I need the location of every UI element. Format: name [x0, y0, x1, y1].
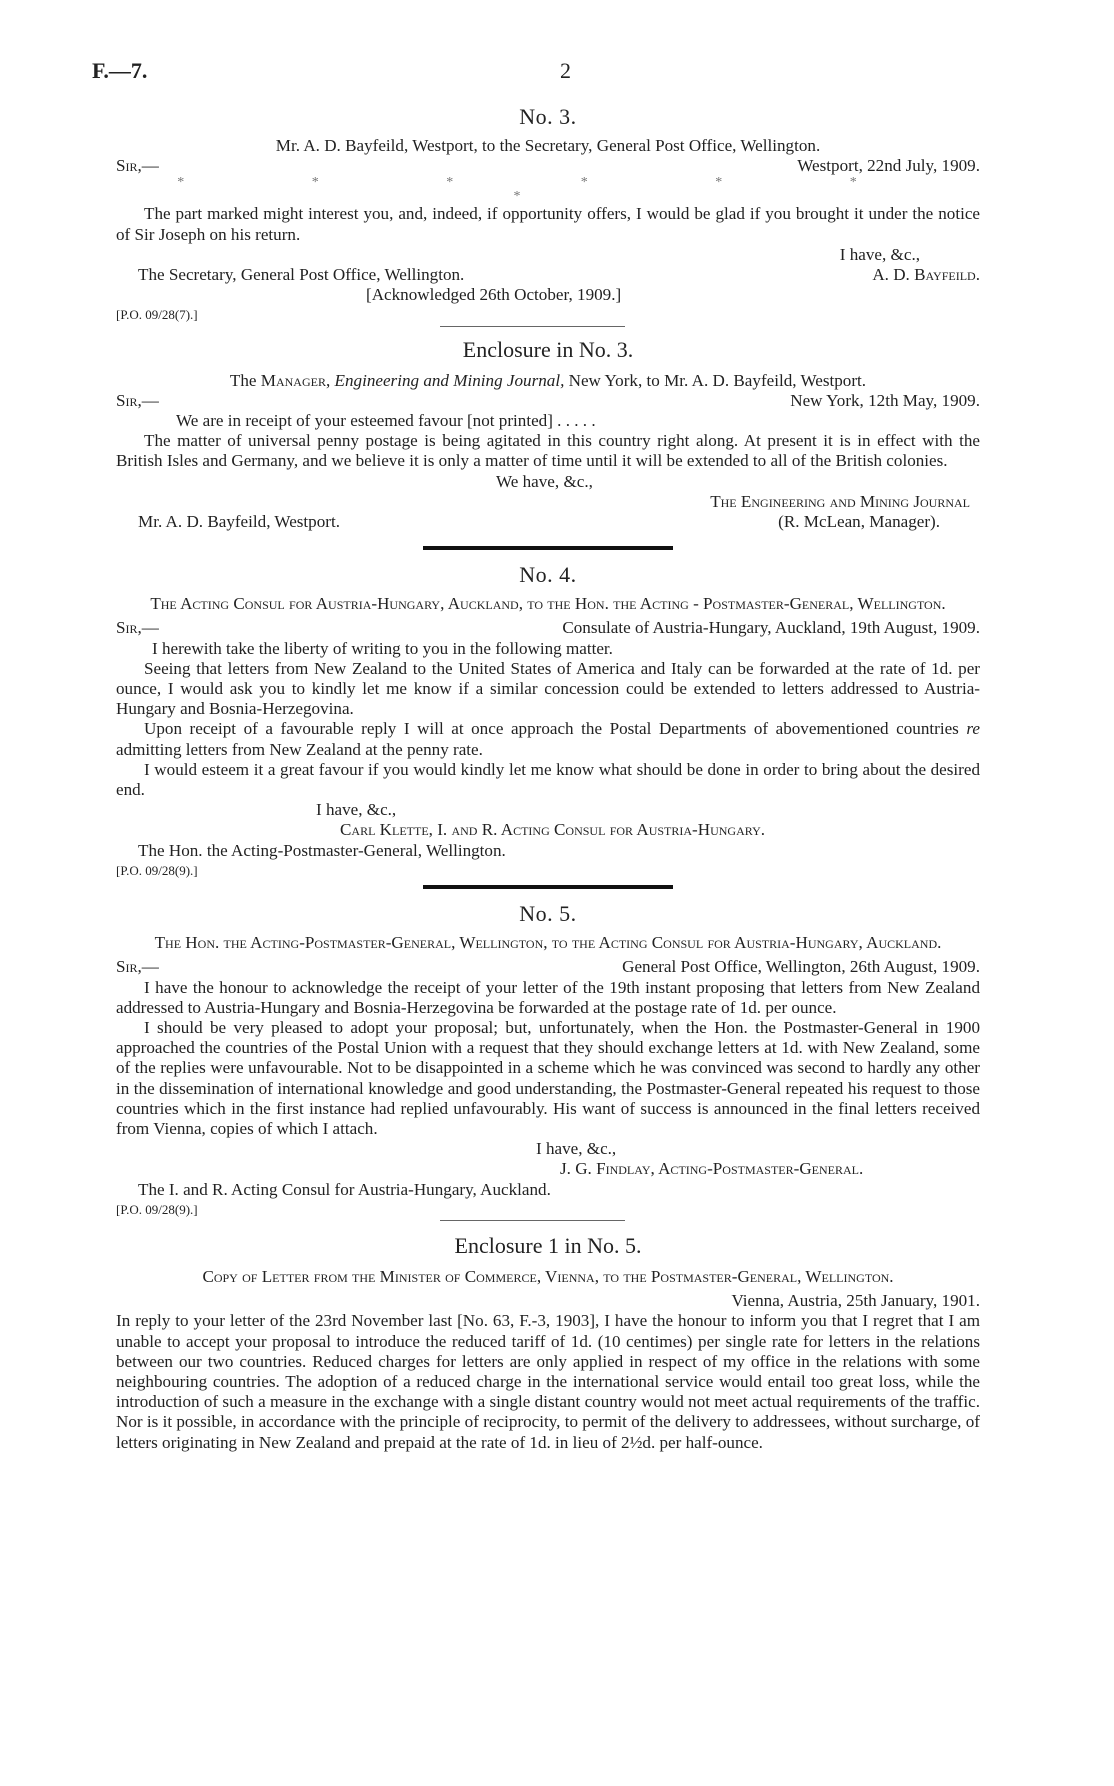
paragraph: I herewith take the liberty of writing to you in the following matter.	[152, 638, 613, 658]
place-date: Westport, 22nd July, 1909.	[797, 156, 980, 176]
omission-stars: * * * * * * *	[177, 175, 919, 205]
paragraph: Seeing that letters from New Zealand to the United States of America and Italy can be forwarded at the rate of 1d. per ounce, I would ask you to kindly let me know if a similar concession could be extended to letters addressed to Austria-Hungary and Bosnia-Herzegovina.	[116, 658, 980, 719]
letter-no3-subheading: Mr. A. D. Bayfeild, Westport, to the Secretary, General Post Office, Wellington.	[275, 136, 821, 155]
letter-no5-subheading: The Hon. the Acting-Postmaster-General, Wellington, to the Acting Consul for Austria-Hungary, Auckland.	[154, 933, 942, 953]
paragraph: I should be very pleased to adopt your proposal; but, unfortunately, when the Hon. the Postmaster-General in 1900 approached the countries of the Postal Union with a request that they should exchange letters at 1d. with New Zealand, some of the replies were unfavourable. Not to be disappointed in a scheme which he was convinced was second to hardly any other in the dissemination of international knowledge and good understanding, the Postmaster-General repeated his request to those countries which in the first instance had replied unfavourably. His want of success is announced in the final letters received from Vienna, copies of which I attach.	[116, 1017, 980, 1138]
file-reference: [P.O. 09/28(7).]	[116, 307, 198, 323]
letter-no4-subheading: The Acting Consul for Austria-Hungary, Auckland, to the Hon. the Acting - Postmaster-General, Wellington.	[150, 594, 946, 614]
closing: We have, &c.,	[496, 471, 593, 491]
page-number: 2	[560, 58, 571, 83]
closing: I have, &c.,	[536, 1139, 617, 1159]
divider	[440, 1220, 625, 1221]
enclosure-no3-signature-row	[116, 512, 980, 532]
closing: I have, &c.,	[316, 800, 397, 820]
enclosure1-no5-heading: Enclosure 1 in No. 5.	[454, 1232, 642, 1258]
document-reference: F.—7.	[92, 58, 148, 83]
enclosure-no3-salutation-row	[116, 391, 980, 411]
letter-no4-heading: No. 4.	[519, 562, 577, 588]
signature: J. G. Findlay, Acting-Postmaster-General.	[560, 1159, 864, 1179]
place-date: Consulate of Austria-Hungary, Auckland, 19th August, 1909.	[562, 618, 980, 638]
signature: A. D. Bayfeild.	[872, 265, 980, 285]
addressee: The Hon. the Acting-Postmaster-General, Wellington.	[138, 840, 506, 860]
salutation: Sir,—	[116, 618, 159, 638]
addressee: The Secretary, General Post Office, Wellington.	[138, 265, 465, 285]
paragraph-term: re	[966, 719, 980, 739]
letter-no3-body: The part marked might interest you, and, indeed, if opportunity offers, I would be glad if you brought it under the notice of Sir Joseph on his return.	[116, 204, 980, 244]
salutation: Sir,—	[116, 390, 159, 410]
file-reference: [P.O. 09/28(9).]	[116, 862, 198, 878]
paragraph: In reply to your letter of the 23rd November last [No. 63, F.-3, 1903], I have the honour to inform you that I regret that I am unable to accept your proposal to introduce the reduced tariff of 1d. (10 centimes) per single rate for letters in the relations between our two countries. Reduced charges for letters are only applied in respect of my office in the relations with some neighbouring countries. The adoption of a reduced charge in the international service would entail too great loss, while the introduction of such a measure in the exchange with a single distant country would not meet actual requirements of the traffic. Nor is it possible, in accordance with the principle of reciprocity, to permit of the delivery to addressees, without surcharge, of letters originating in New Zealand and prepaid at the rate of 1d. in lieu of 2½d. per half-ounce.	[116, 1311, 980, 1452]
subheading-text: New York, to Mr. A. D. Bayfeild, Westport.	[568, 370, 867, 390]
paragraph: The matter of universal penny postage is being agitated in this country right along. At present it is in effect with the British Isles and Germany, and we believe it is only a matter of time until it will be extended to all of the British colonies.	[116, 431, 980, 471]
signature: (R. McLean, Manager).	[778, 512, 940, 532]
paragraph: We are in receipt of your esteemed favour [not printed] . . . . .	[176, 411, 596, 431]
addressee: The I. and R. Acting Consul for Austria-Hungary, Auckland.	[138, 1179, 551, 1199]
letter-no5-salutation-row	[116, 957, 980, 977]
closing: I have, &c.,	[839, 244, 920, 264]
page-content	[116, 100, 980, 1453]
letter-no5-heading: No. 5.	[519, 901, 577, 927]
paragraph	[116, 719, 980, 759]
section-divider	[423, 885, 673, 889]
letter-no3-salutation-row	[116, 156, 980, 176]
salutation: Sir,—	[116, 957, 159, 977]
place-date: Vienna, Austria, 25th January, 1901.	[731, 1291, 980, 1311]
paragraph-text: admitting letters from New Zealand at the penny rate.	[116, 739, 483, 759]
file-reference: [P.O. 09/28(9).]	[116, 1201, 198, 1217]
letter-no3-heading: No. 3.	[519, 104, 577, 129]
signature: Carl Klette, I. and R. Acting Consul for Austria-Hungary.	[340, 820, 766, 840]
divider	[440, 326, 625, 327]
paragraph-text: Upon receipt of a favourable reply I will at once approach the Postal Departments of abovementioned countries	[144, 719, 959, 739]
subheading-title: Manager,	[260, 370, 331, 390]
addressee: Mr. A. D. Bayfeild, Westport.	[138, 512, 340, 532]
subheading-text: The	[229, 370, 257, 390]
enclosure1-no5-subheading: Copy of Letter from the Minister of Commerce, Vienna, to the Postmaster-General, Wellington.	[202, 1266, 894, 1286]
place-date: New York, 12th May, 1909.	[790, 390, 980, 410]
paragraph: I have the honour to acknowledge the receipt of your letter of the 19th instant proposing that letters from New Zealand addressed to Austria-Hungary and Bosnia-Herzegovina be forwarded at the postage rate of 1d. per ounce.	[116, 977, 980, 1017]
salutation: Sir,—	[116, 156, 159, 176]
enclosure-no3-heading: Enclosure in No. 3.	[462, 336, 634, 362]
signature-organisation: The Engineering and Mining Journal	[710, 491, 970, 511]
letter-no4-salutation-row	[116, 618, 980, 638]
paragraph: I would esteem it a great favour if you would kindly let me know what should be done in order to bring about the desired end.	[116, 759, 980, 800]
journal-name: Engineering and Mining Journal,	[334, 370, 565, 390]
acknowledged-note: [Acknowledged 26th October, 1909.]	[366, 285, 622, 305]
enclosure-no3-subheading	[116, 371, 980, 391]
letter-no3-signature-row	[116, 265, 980, 285]
section-divider	[423, 546, 673, 550]
place-date: General Post Office, Wellington, 26th August, 1909.	[622, 957, 980, 977]
